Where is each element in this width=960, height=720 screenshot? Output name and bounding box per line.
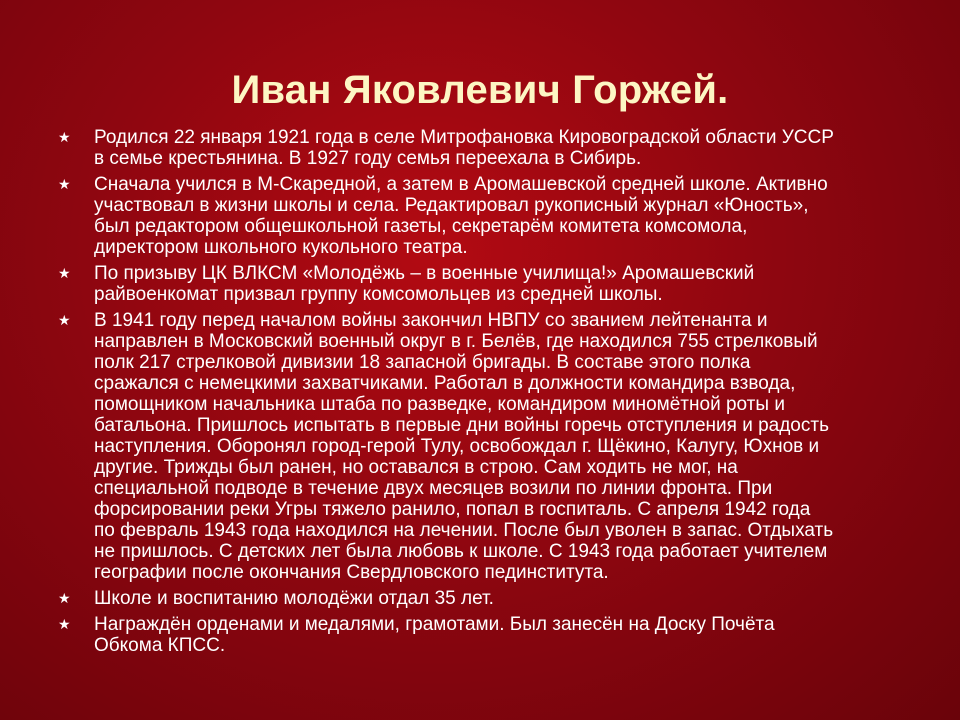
star-icon: ★ — [58, 616, 71, 632]
bullet-text: В 1941 году перед началом войны закончил НВПУ со званием лейтенанта и направлен в Московский военный округ в г. Белёв, где находился 755 стрелковый полк 217 стрелковой дивизии 18 запасной бригады. В составе этого полка сражался с немецкими захватчиками. Работал в должности командира взвода, помощником начальника штаба по разведке, командиром миномётной роты и батальона. Пришлось испытать в первые дни войны горечь отступления и радость наступления. Оборонял город-герой Тулу, освобождал г. Щёкино, Калугу, Юхнов и другие. Трижды был ранен, но оставался в строю. Сам ходить не мог, на специальной подводе в течение двух месяцев возили по линии фронта. При форсировании реки Угры тяжело ранило, попал в госпиталь. С апреля 1942 года по февраль 1943 года находился на лечении. После был уволен в запас. Отдыхать не пришлось. С детских лет была любовь к школе. С 1943 года работает учителем географии после окончания Свердловского пединститута. — [94, 310, 834, 583]
star-icon: ★ — [58, 176, 71, 192]
bullet-item — [56, 174, 936, 258]
star-icon: ★ — [58, 312, 71, 328]
slide-title: Иван Яковлевич Горжей. — [231, 68, 729, 112]
bullet-text: Награждён орденами и медалями, грамотами. Был занесён на Доску Почёта Обкома КПСС. — [94, 614, 775, 656]
bullet-text: По призыву ЦК ВЛКСМ «Молодёжь – в военные училища!» Аромашевский райвоенкомат призвал группу комсомольцев из средней школы. — [94, 263, 755, 305]
bullet-item — [56, 127, 936, 169]
bullet-text: Сначала учился в М-Скаредной, а затем в Аромашевской средней школе. Активно участвовал в жизни школы и села. Редактировал рукописный журнал «Юность», был редактором общешкольной газеты, секретарём комитета комсомола, директором школьного кукольного театра. — [94, 174, 828, 258]
star-icon: ★ — [58, 265, 71, 281]
bullet-list — [56, 127, 936, 661]
bullet-item — [56, 588, 936, 609]
bullet-text: Родился 22 января 1921 года в селе Митрофановка Кировоградской области УССР в семье крестьянина. В 1927 году семья переехала в Сибирь. — [94, 127, 834, 169]
bullet-item — [56, 614, 936, 656]
bullet-item — [56, 310, 936, 583]
star-icon: ★ — [58, 590, 71, 606]
bullet-item — [56, 263, 936, 305]
bullet-text: Школе и воспитанию молодёжи отдал 35 лет. — [94, 588, 494, 609]
star-icon: ★ — [58, 129, 71, 145]
